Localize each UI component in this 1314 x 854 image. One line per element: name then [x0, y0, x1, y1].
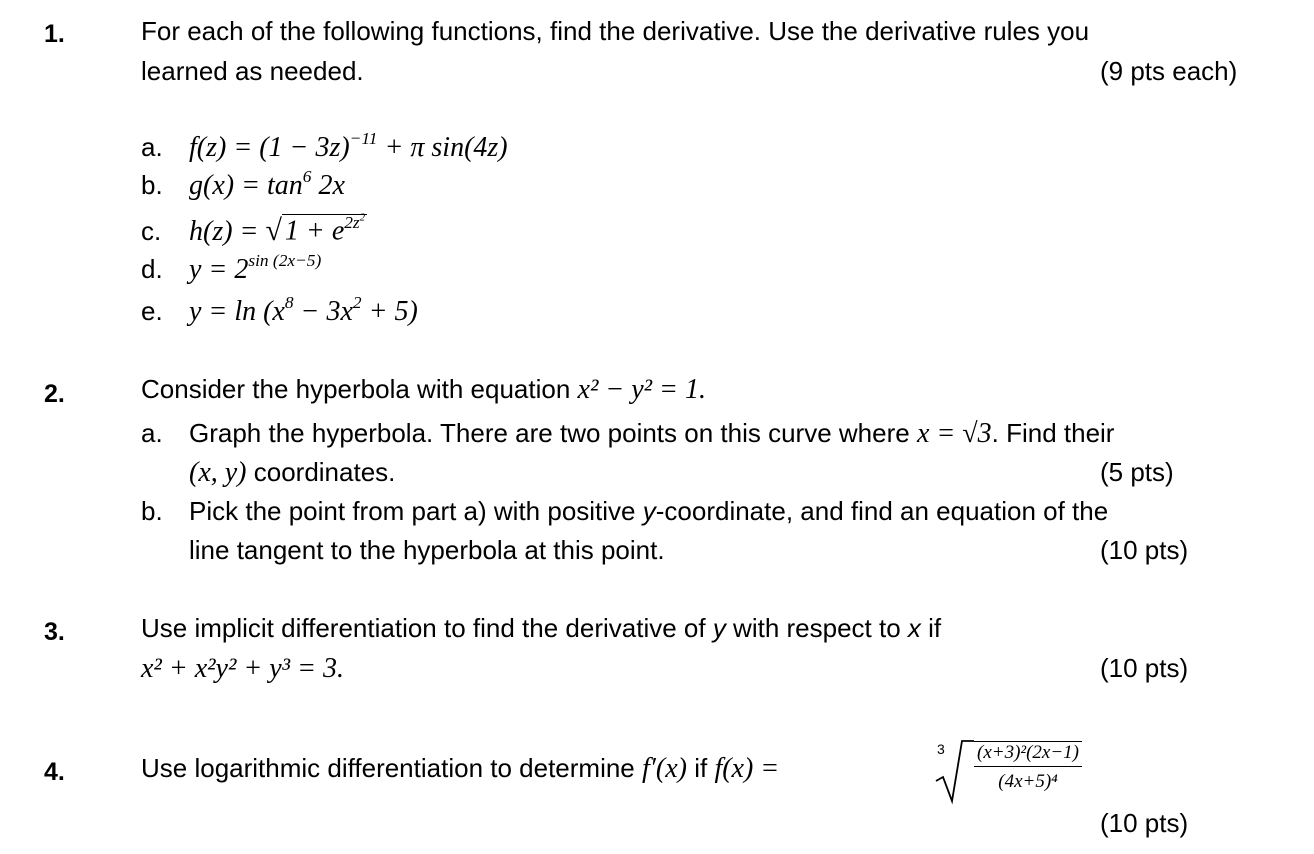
q1-part-b-expr: $g(x) = \tan^6 2x$	[189, 166, 345, 201]
question-4-text: Use logarithmic differentiation to determine f′(x) if f(x) =	[141, 753, 780, 784]
q1-part-b-label: b.	[141, 170, 163, 200]
hyperbola-equation: x² − y² = 1.	[577, 374, 706, 405]
q1-part-c-label: c.	[141, 215, 162, 246]
cube-root-expression	[934, 737, 1114, 807]
question-1-text-line2: learned as needed.	[141, 56, 364, 86]
q2-part-b-points: (10 pts)	[1100, 535, 1189, 565]
q2-part-a-points: (5 pts)	[1100, 457, 1174, 487]
question-3-number: 3.	[44, 618, 65, 646]
question-1-text-line1: For each of the following functions, find the derivative. Use the derivative rules you	[141, 16, 1090, 46]
q1-part-e-label: e.	[141, 296, 163, 326]
q1-part-d-label: d.	[141, 254, 163, 284]
question-1-points: (9 pts each)	[1100, 56, 1238, 86]
q2-part-a-label: a.	[141, 418, 163, 448]
question-4-number: 4.	[44, 758, 65, 786]
q1-part-d-expr: $y = 2^{sin (2x-5)}$	[189, 250, 322, 285]
radicand-fraction	[974, 741, 1082, 793]
q1-part-e-expr: $y = \ln (x^8 - 3x^2 + 5)$	[189, 292, 418, 327]
question-2-intro: Consider the hyperbola with equation x² − y² = 1.	[141, 374, 706, 405]
sqrt-icon: √	[265, 213, 282, 247]
question-2-number: 2.	[44, 380, 65, 408]
fraction-denominator: (4x+5)⁴	[998, 771, 1058, 792]
q1-part-c-expr: h(z) = √ $1 + e^{2z^2}$	[189, 211, 366, 247]
q2-part-a-line1: a. Graph the hyperbola. There are two points on this curve where x = √3. Find their	[141, 418, 1115, 449]
q1-part-d	[141, 250, 322, 285]
q1-part-a-expr: $f(z) = (1 - 3z)^{-11} + \pi$ sin(4z)	[189, 128, 508, 163]
root-index: 3	[937, 741, 945, 757]
question-3-line1: Use implicit differentiation to find the derivative of y with respect to x if	[141, 613, 942, 643]
q1-part-c	[141, 211, 367, 247]
fraction-numerator: (x+3)²(2x−1)	[974, 742, 1082, 767]
question-3-points: (10 pts)	[1100, 653, 1189, 683]
q2-part-b-line2: line tangent to the hyperbola at this point.	[189, 535, 665, 565]
q1-part-a	[141, 128, 508, 163]
q1-part-e	[141, 292, 418, 327]
q1-part-a-label: a.	[141, 132, 163, 162]
q1-part-b	[141, 166, 345, 201]
q2-part-b-label: b.	[141, 496, 163, 526]
question-3-equation: x² + x²y² + y³ = 3.	[141, 653, 344, 684]
question-1-number: 1.	[44, 20, 65, 48]
q2-part-a-line2: (x, y) coordinates.	[189, 457, 396, 488]
q2-part-b-line1: b. Pick the point from part a) with positive y-coordinate, and find an equation of the	[141, 496, 1109, 526]
question-4-points: (10 pts)	[1100, 808, 1189, 838]
